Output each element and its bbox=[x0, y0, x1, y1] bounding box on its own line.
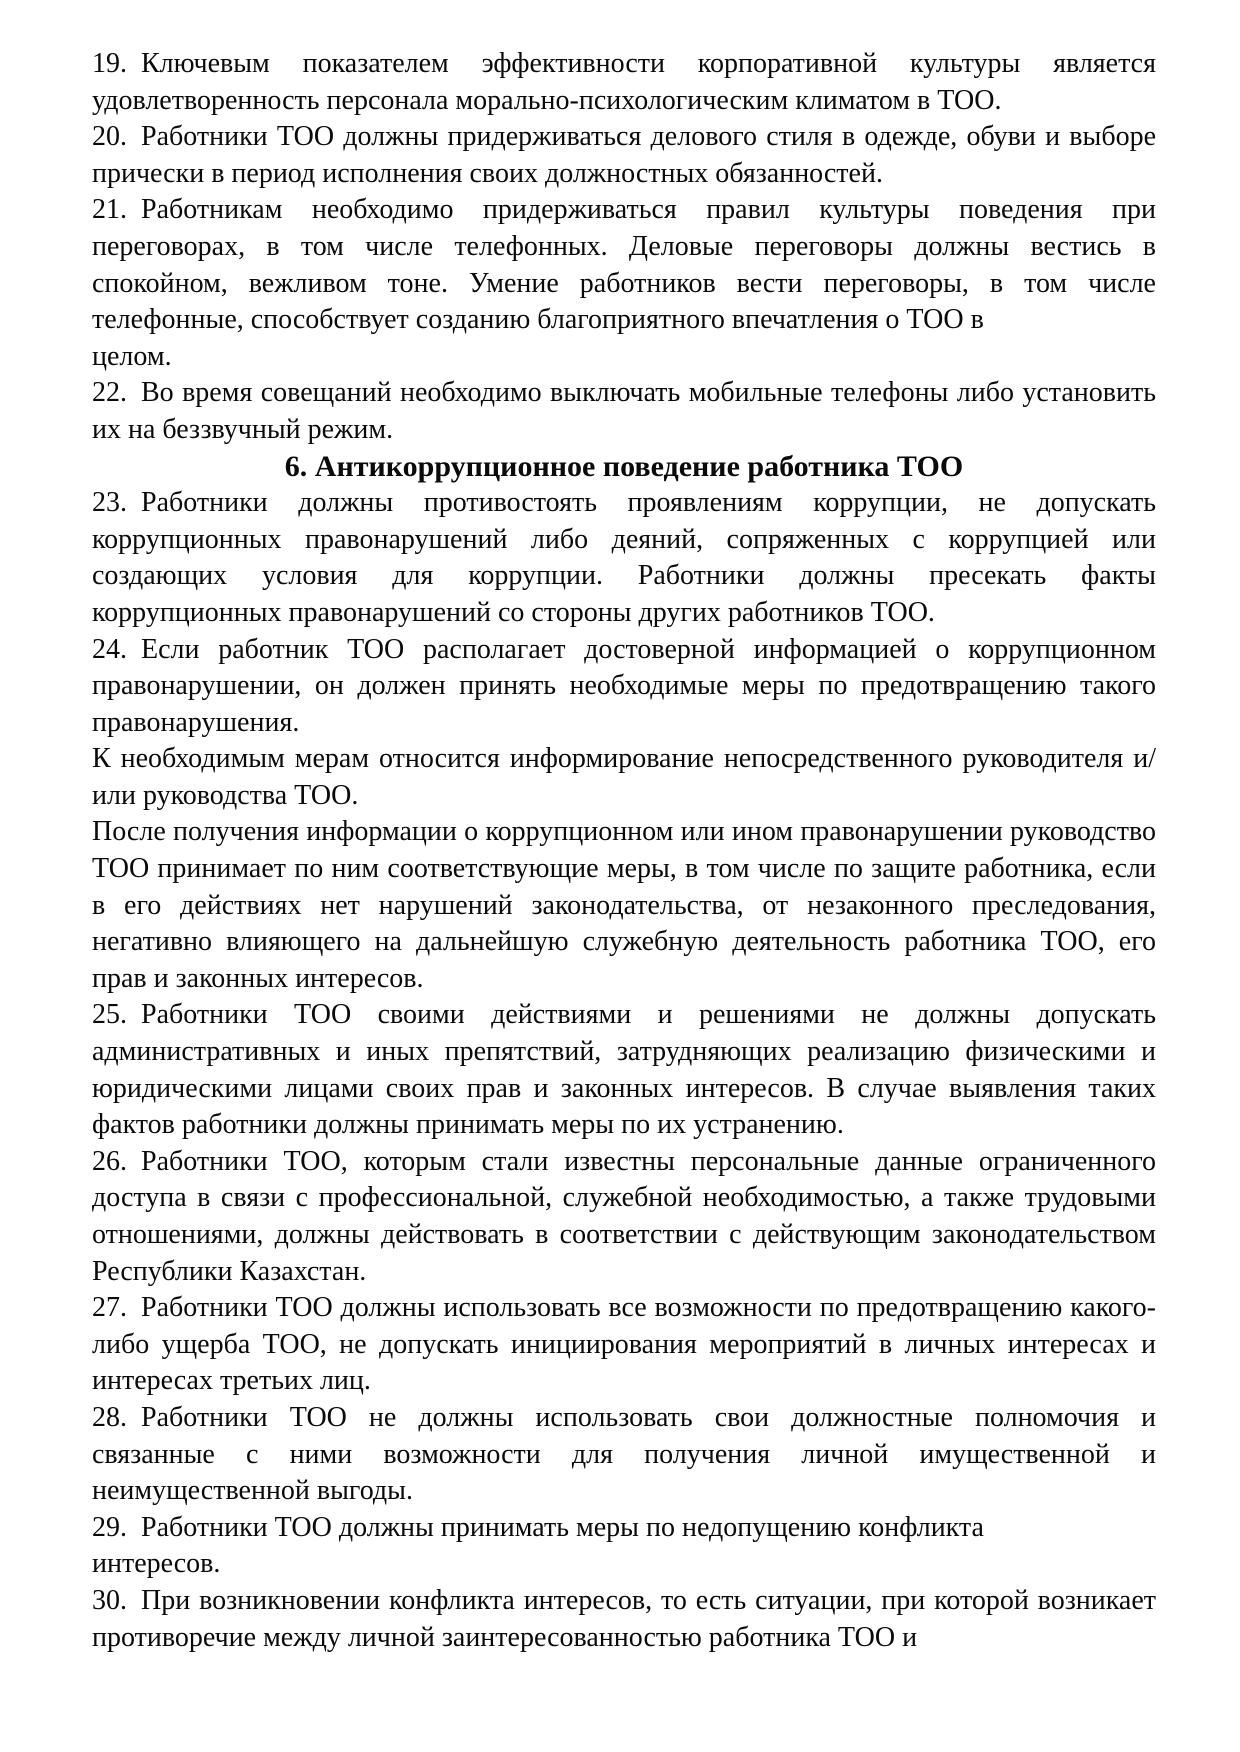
paragraph-number: 29. bbox=[92, 1511, 127, 1543]
paragraph-text bbox=[92, 1583, 1156, 1656]
paragraph-body: Работники ТОО не должны использовать свои должностные полномочия и связанные с ними возможности для получения личной имущественной и неимущественной выгоды. bbox=[92, 1401, 1156, 1507]
paragraph-28 bbox=[92, 1400, 1156, 1510]
paragraph-21 bbox=[92, 192, 1156, 375]
paragraph-text bbox=[92, 1400, 1156, 1510]
paragraph-body: Работники ТОО должны придерживаться делового стиля в одежде, обуви и выборе прически в период исполнения своих должностных обязанностей. bbox=[92, 121, 1156, 189]
paragraph-text bbox=[92, 119, 1156, 192]
paragraph-number: 27. bbox=[92, 1292, 127, 1324]
paragraph-text bbox=[92, 46, 1156, 119]
paragraph-text: интересов. bbox=[92, 1548, 221, 1580]
paragraph-body: Работники ТОО должны принимать меры по недопущению конфликта bbox=[141, 1511, 984, 1543]
paragraph-body: Работники ТОО, которым стали известны персональные данные ограниченного доступа в связи с профессиональной, служебной необходимостью, а также трудовыми отношениями, должны действовать в соответствии с действующим законодательством Республики Казахстан. bbox=[92, 1145, 1156, 1287]
paragraph-text bbox=[92, 375, 1156, 448]
paragraph-text bbox=[92, 1144, 1156, 1290]
section-heading: 6. Антикоррупционное поведение работника ТОО bbox=[284, 449, 964, 483]
paragraph-text: После получения информации о коррупционном или ином правонарушении руководство ТОО принимает по ним соответствующие меры, в том числе по защите работника, если в его действиях нет нарушений законодательства, от незаконного преследования, негативно влияющего на дальнейшую служебную деятельность работника ТОО, его прав и законных интересов. bbox=[92, 816, 1156, 994]
paragraph-number: 19. bbox=[92, 48, 127, 79]
paragraph-30 bbox=[92, 1583, 1156, 1656]
paragraph-body: При возникновении конфликта интересов, то есть ситуации, при которой возникает противоречие между личной заинтересованностью работника ТОО и bbox=[92, 1584, 1156, 1653]
paragraph-text: К необходимым мерам относится информирование непосредственного руководителя и/или руководства ТОО. bbox=[92, 743, 1156, 811]
paragraph-text bbox=[92, 632, 1156, 742]
paragraph-number: 21. bbox=[92, 194, 127, 226]
paragraph-19 bbox=[92, 46, 1156, 119]
paragraph-24 bbox=[92, 632, 1156, 742]
paragraph-body: Работники ТОО своими действиями и решениями не должны допускать административных и иных препятствий, затрудняющих реализацию физическими и юридическими лицами своих прав и законных интересов. В случае выявления таких фактов работники должны принимать меры по их устранению. bbox=[92, 999, 1156, 1141]
paragraph-body: Работникам необходимо придерживаться правил культуры поведения при переговорах, в том числе телефонных. Деловые переговоры должны вестись в спокойном, вежливом тоне. Умение работников вести переговоры, в том числе телефонные, способствует созданию благоприятного впечатления о ТОО в bbox=[92, 194, 1156, 336]
paragraph-number: 26. bbox=[92, 1145, 127, 1177]
paragraph-body: Работники ТОО должны использовать все возможности по предотвращению какого-либо ущерба ТОО, не допускать инициирования мероприятий в личных интересах и интересах третьих лиц. bbox=[92, 1292, 1156, 1397]
paragraph-number: 25. bbox=[92, 999, 127, 1031]
paragraph-20 bbox=[92, 119, 1156, 192]
paragraph-text bbox=[92, 1510, 1156, 1547]
paragraph-number: 20. bbox=[92, 121, 127, 153]
paragraph-number: 24. bbox=[92, 633, 127, 665]
paragraph-text bbox=[92, 997, 1156, 1143]
paragraph-23 bbox=[92, 485, 1156, 631]
paragraph-text bbox=[92, 192, 1156, 338]
paragraph-text bbox=[92, 485, 1156, 631]
paragraph bbox=[92, 741, 1156, 814]
paragraph-number: 28. bbox=[92, 1401, 127, 1433]
document-content bbox=[92, 46, 1156, 1656]
paragraph-27 bbox=[92, 1290, 1156, 1400]
paragraph-number: 22. bbox=[92, 377, 127, 409]
paragraph-body: Ключевым показателем эффективности корпоративной культуры является удовлетворенность персонала морально-психологическим климатом в ТОО. bbox=[92, 48, 1156, 116]
paragraph-text: целом. bbox=[92, 340, 172, 372]
paragraph-body: Во время совещаний необходимо выключать мобильные телефоны либо установить их на беззвучный режим. bbox=[92, 377, 1156, 445]
paragraph-22 bbox=[92, 375, 1156, 448]
paragraph-26 bbox=[92, 1144, 1156, 1290]
paragraph-25 bbox=[92, 997, 1156, 1143]
paragraph-body: Если работник ТОО располагает достоверной информацией о коррупционном правонарушении, он должен принять необходимые меры по предотвращению такого правонарушения. bbox=[92, 633, 1156, 738]
paragraph-number: 30. bbox=[92, 1584, 127, 1616]
paragraph-number: 23. bbox=[92, 487, 127, 519]
paragraph-29 bbox=[92, 1510, 1156, 1583]
paragraph-text bbox=[92, 1290, 1156, 1400]
paragraph bbox=[92, 814, 1156, 997]
paragraph-body: Работники должны противостоять проявлениям коррупции, не допускать коррупционных правонарушений либо деяний, сопряженных с коррупцией или создающих условия для коррупции. Работники должны пресекать факты коррупционных правонарушений со стороны других работников ТОО. bbox=[92, 487, 1156, 628]
